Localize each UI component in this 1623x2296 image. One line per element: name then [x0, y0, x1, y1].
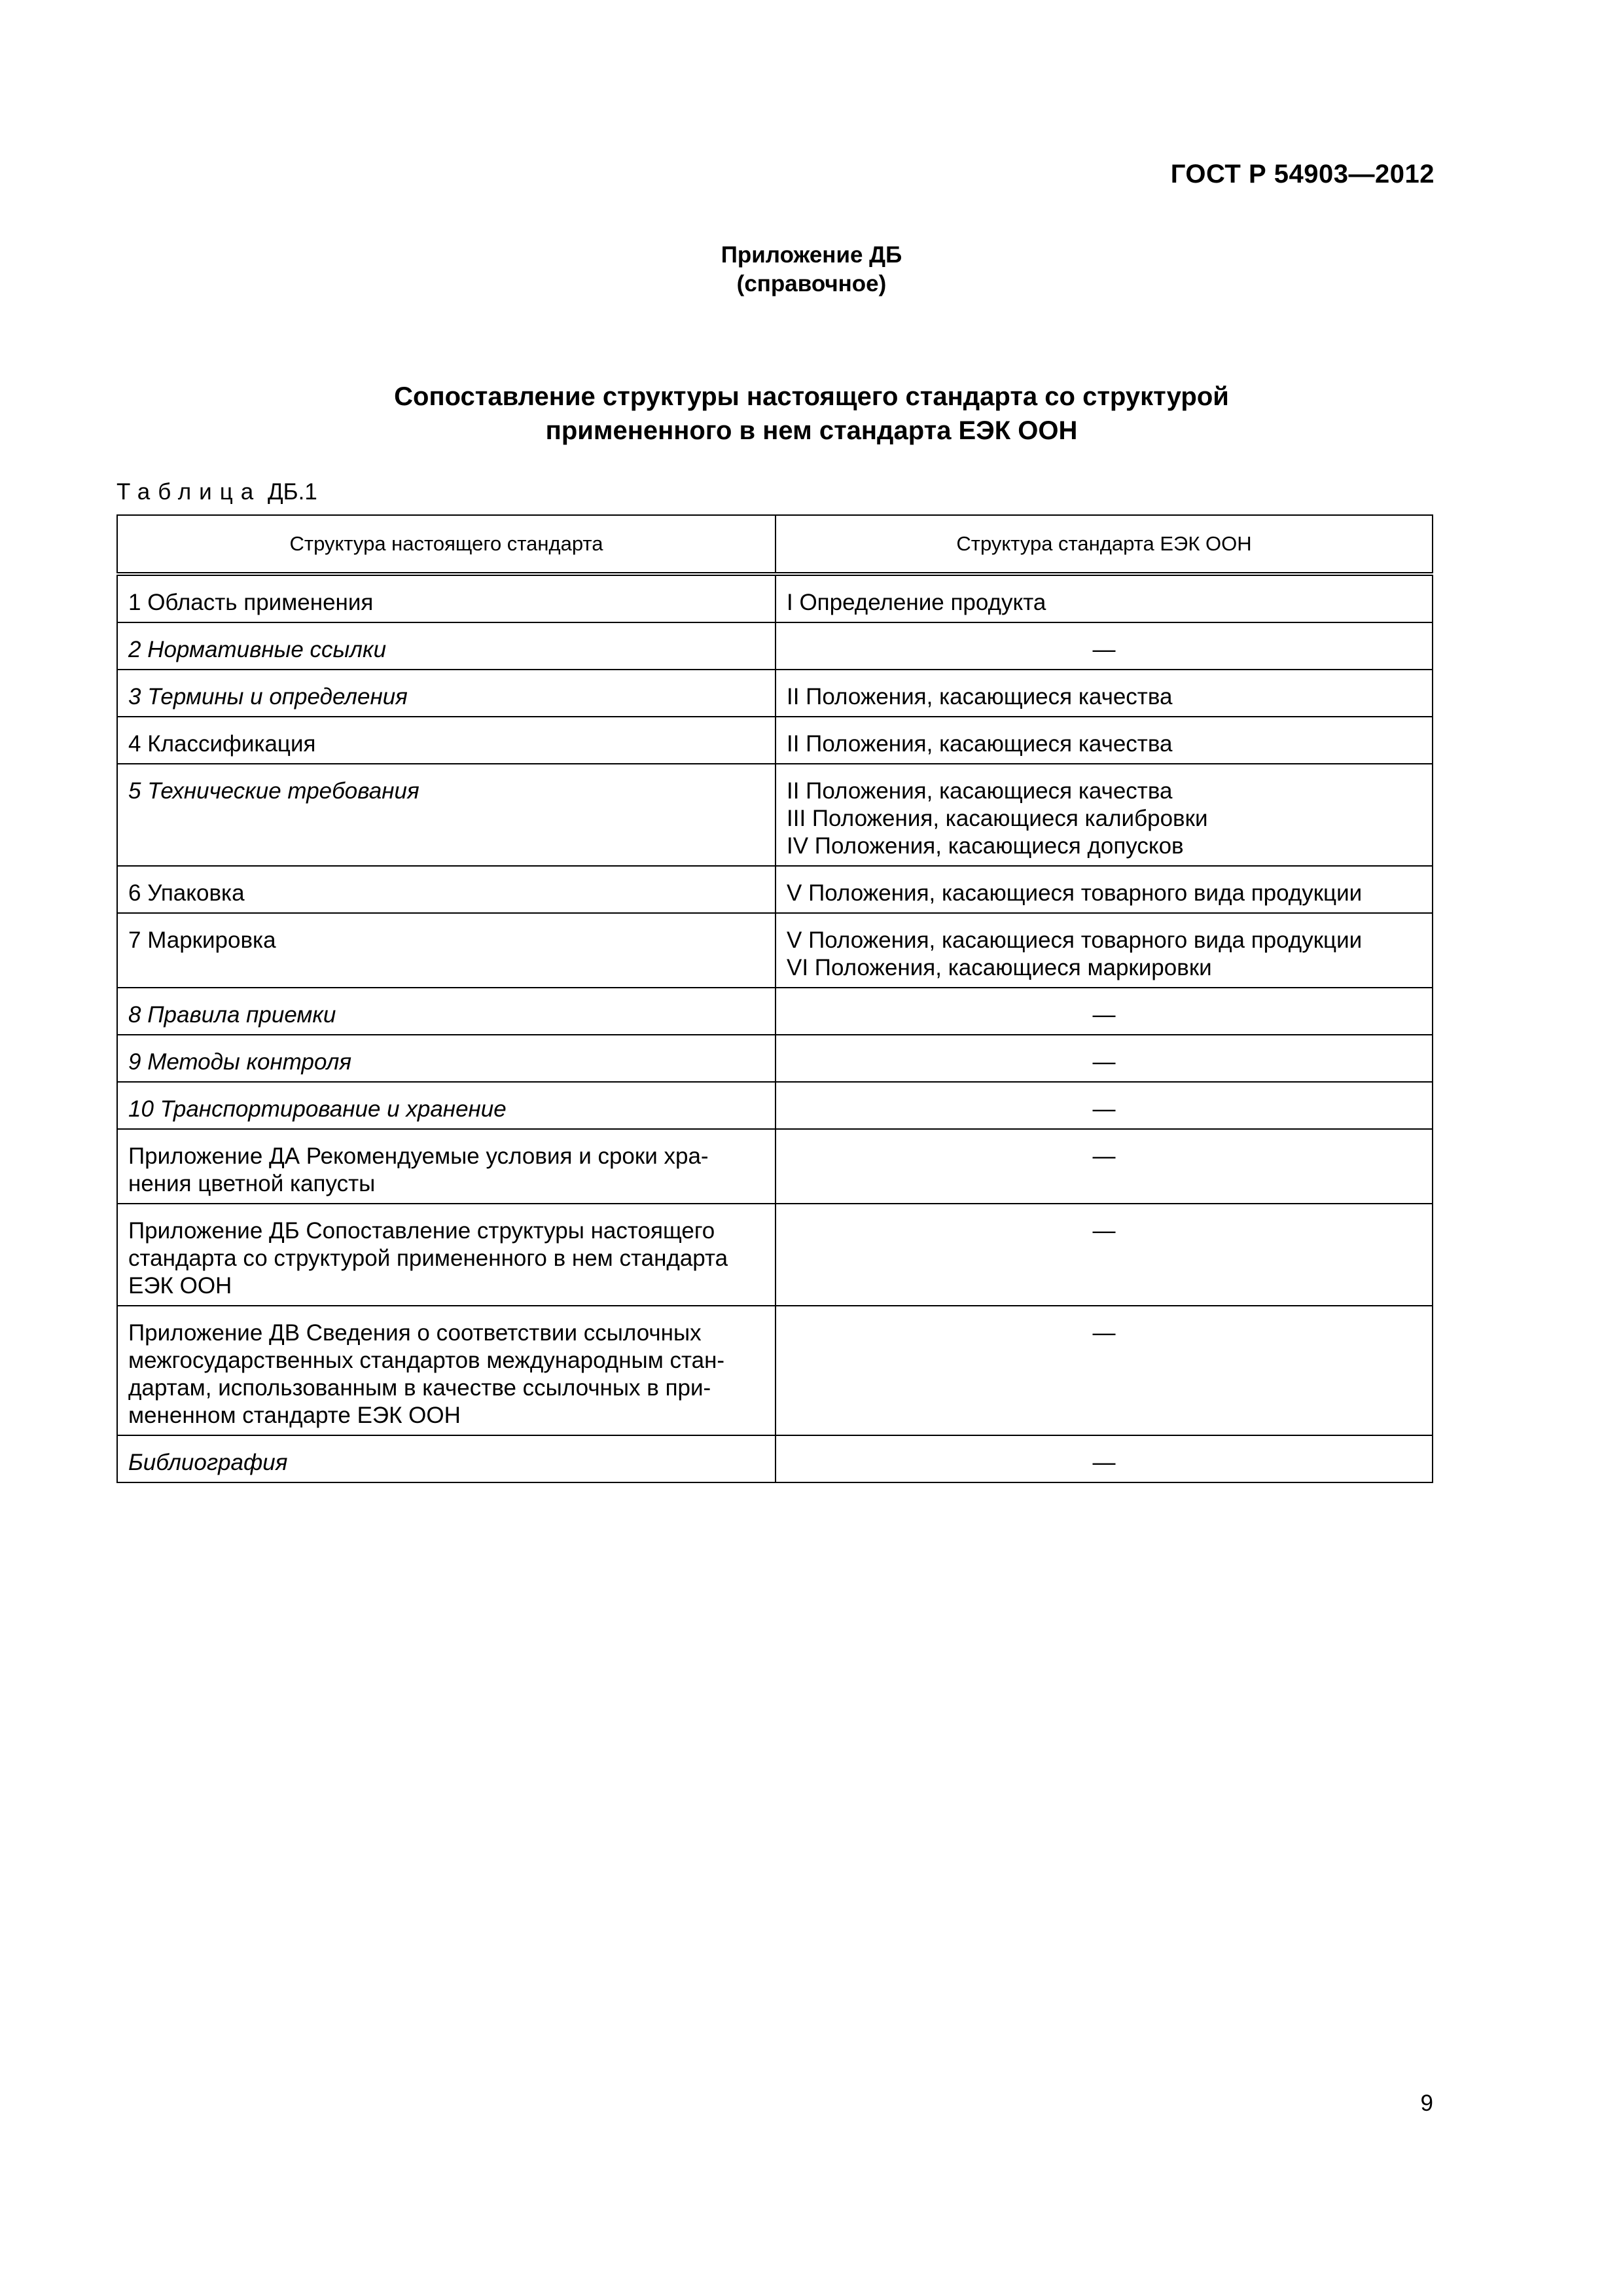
unece-structure-cell	[776, 622, 1433, 670]
cell-line: I Определение продукта	[787, 590, 1046, 615]
table-row	[117, 1435, 1433, 1482]
cell-line: 6 Упаковка	[128, 880, 245, 906]
appendix-subtitle: (справочное)	[736, 271, 887, 296]
table-row	[117, 1204, 1433, 1306]
cell-line: дартам, использованным в качестве ссылочных в при-	[128, 1375, 711, 1401]
table-row	[117, 764, 1433, 866]
unece-structure-cell	[776, 1435, 1433, 1482]
current-structure-cell	[117, 1082, 776, 1129]
table-row	[117, 866, 1433, 913]
cell-line: Приложение ДВ Сведения о соответствии ссылочных	[128, 1320, 702, 1346]
cell-line: II Положения, касающиеся качества	[787, 684, 1173, 709]
unece-structure-cell	[776, 988, 1433, 1035]
unece-structure-cell	[776, 670, 1433, 717]
page-number: 9	[1420, 2090, 1433, 2116]
cell-line: 9 Методы контроля	[128, 1049, 352, 1075]
cell-line: 8 Правила приемки	[128, 1002, 336, 1028]
cell-line: Приложение ДА Рекомендуемые условия и сроки хра-	[128, 1143, 709, 1169]
no-match-dash: —	[1092, 1096, 1116, 1122]
table-caption-word: Таблица	[116, 479, 262, 505]
current-structure-cell	[117, 574, 776, 622]
table-row	[117, 574, 1433, 622]
table-header-row	[117, 515, 1433, 574]
header-unece-standard: Структура стандарта ЕЭК ООН	[776, 515, 1433, 574]
page-title-line-1: Сопоставление структуры настоящего стандарта со структурой	[394, 382, 1229, 411]
table-row	[117, 670, 1433, 717]
cell-line: ЕЭК ООН	[128, 1273, 232, 1299]
appendix-heading	[0, 241, 1623, 298]
no-match-dash: —	[1092, 1002, 1116, 1028]
table-row	[117, 1306, 1433, 1435]
unece-structure-cell	[776, 1082, 1433, 1129]
current-structure-cell	[117, 1435, 776, 1482]
current-structure-cell	[117, 913, 776, 988]
cell-line: 2 Нормативные ссылки	[128, 637, 387, 662]
cell-line: стандарта со структурой примененного в нем стандарта	[128, 1246, 728, 1271]
cell-line: 1 Область применения	[128, 590, 374, 615]
cell-line: II Положения, касающиеся качества	[787, 731, 1173, 757]
table-row	[117, 622, 1433, 670]
current-structure-cell	[117, 670, 776, 717]
cell-line: III Положения, касающиеся калибровки	[787, 806, 1208, 831]
unece-structure-cell	[776, 1204, 1433, 1306]
current-structure-cell	[117, 717, 776, 764]
cell-line: V Положения, касающиеся товарного вида продукции	[787, 927, 1363, 953]
unece-structure-cell	[776, 913, 1433, 988]
current-structure-cell	[117, 1306, 776, 1435]
table-row	[117, 717, 1433, 764]
cell-line: 7 Маркировка	[128, 927, 276, 953]
unece-structure-cell	[776, 1035, 1433, 1082]
table-row	[117, 1129, 1433, 1204]
cell-line: межгосударственных стандартов международным стан-	[128, 1348, 725, 1373]
current-structure-cell	[117, 764, 776, 866]
cell-line: IV Положения, касающиеся допусков	[787, 833, 1184, 859]
table-caption	[116, 479, 317, 505]
cell-line: 3 Термины и определения	[128, 684, 408, 709]
page-title-line-2: примененного в нем стандарта ЕЭК ООН	[545, 416, 1078, 445]
no-match-dash: —	[1092, 1049, 1116, 1075]
cell-line: V Положения, касающиеся товарного вида продукции	[787, 880, 1363, 906]
cell-line: мененном стандарте ЕЭК ООН	[128, 1403, 461, 1428]
table-row	[117, 1082, 1433, 1129]
cell-line: нения цветной капусты	[128, 1171, 376, 1196]
header-current-standard: Структура настоящего стандарта	[117, 515, 776, 574]
unece-structure-cell	[776, 1306, 1433, 1435]
page-title	[0, 380, 1623, 448]
current-structure-cell	[117, 988, 776, 1035]
appendix-title: Приложение ДБ	[721, 242, 902, 268]
cell-line: 5 Технические требования	[128, 778, 419, 804]
no-match-dash: —	[1092, 1218, 1116, 1244]
current-structure-cell	[117, 866, 776, 913]
current-structure-cell	[117, 1129, 776, 1204]
current-structure-cell	[117, 622, 776, 670]
no-match-dash: —	[1092, 637, 1116, 662]
cell-line: 10 Транспортирование и хранение	[128, 1096, 507, 1122]
unece-structure-cell	[776, 717, 1433, 764]
table-row	[117, 913, 1433, 988]
table-row	[117, 988, 1433, 1035]
unece-structure-cell	[776, 574, 1433, 622]
cell-line: Приложение ДБ Сопоставление структуры настоящего	[128, 1218, 715, 1244]
table-row	[117, 1035, 1433, 1082]
unece-structure-cell	[776, 866, 1433, 913]
cell-line: 4 Классификация	[128, 731, 316, 757]
current-structure-cell	[117, 1035, 776, 1082]
no-match-dash: —	[1092, 1320, 1116, 1346]
cell-line: II Положения, касающиеся качества	[787, 778, 1173, 804]
table-caption-number: ДБ.1	[267, 479, 317, 505]
current-structure-cell	[117, 1204, 776, 1306]
no-match-dash: —	[1092, 1143, 1116, 1169]
document-code: ГОСТ Р 54903—2012	[1170, 160, 1435, 188]
cell-line: Библиография	[128, 1450, 288, 1475]
no-match-dash: —	[1092, 1450, 1116, 1475]
unece-structure-cell	[776, 1129, 1433, 1204]
unece-structure-cell	[776, 764, 1433, 866]
structure-comparison-table	[116, 514, 1433, 1483]
cell-line: VI Положения, касающиеся маркировки	[787, 955, 1212, 980]
